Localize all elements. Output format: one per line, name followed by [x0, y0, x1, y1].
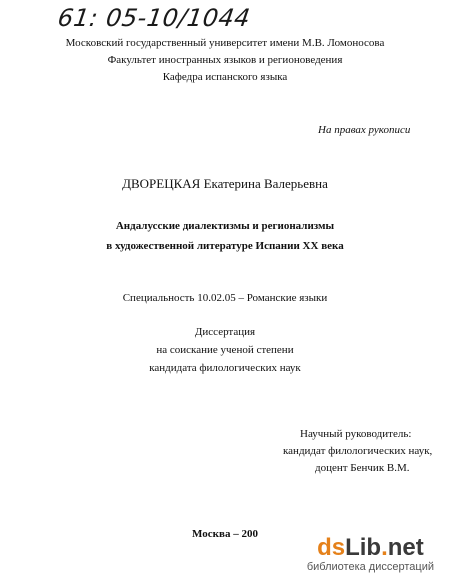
- degree-line3: кандидата филологических наук: [149, 362, 301, 374]
- dslib-tagline: библиотека диссертаций: [306, 561, 434, 573]
- handwritten-catalog-code: 61: 05-10/1044: [56, 4, 253, 32]
- logo-ds: ds: [317, 534, 346, 561]
- supervisor-title: Научный руководитель:: [300, 428, 412, 440]
- logo-net: net: [387, 534, 424, 561]
- degree-line1: Диссертация: [194, 326, 256, 338]
- manuscript-note: На правах рукописи: [318, 124, 411, 136]
- supervisor-degree: кандидат филологических наук,: [283, 445, 433, 457]
- thesis-title-line1: Андалусские диалектизмы и регионализмы: [115, 220, 335, 232]
- specialty-line: Специальность 10.02.05 – Романские языки: [122, 292, 328, 304]
- thesis-title-line2: в художественной литературе Испании XX века: [106, 240, 344, 252]
- faculty-name: Факультет иностранных языков и регионоведения: [107, 54, 343, 66]
- degree-line2: на соискание ученой степени: [156, 344, 294, 356]
- city-year: Москва – 200: [192, 528, 258, 540]
- dslib-watermark: [307, 535, 434, 574]
- dslib-logo: [307, 535, 434, 561]
- logo-dot: .: [381, 534, 388, 561]
- department-name: Кафедра испанского языка: [162, 71, 288, 83]
- university-name: Московский государственный университет имени М.В. Ломоносова: [65, 37, 385, 49]
- author-name: ДВОРЕЦКАЯ Екатерина Валерьевна: [122, 176, 328, 191]
- logo-lib: Lib: [345, 534, 382, 561]
- supervisor-name: доцент Бенчик В.М.: [315, 462, 410, 474]
